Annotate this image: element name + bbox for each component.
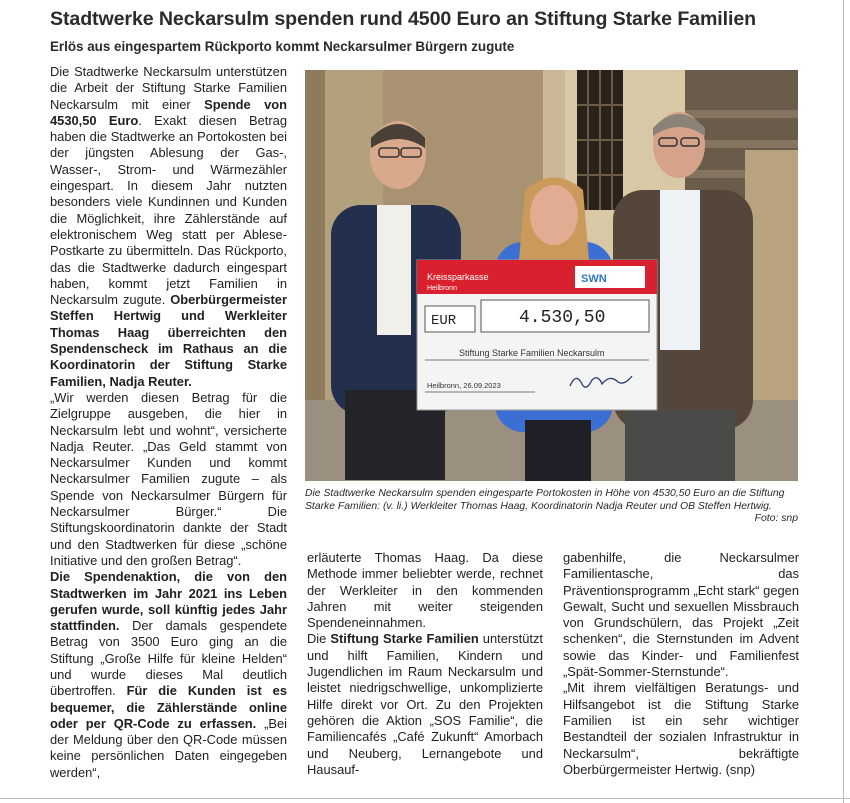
text-run: . Exakt diesen Betrag haben die Stadtwerke an Portokosten bei der jüngsten Ablesung der Gas-, Wasser-, Strom- und Wärmezähler eingespart. In diesem Jahr nutzten besonders viele Kundinnen und Kunden die Möglichkeit, ihre Zählerstände auf elektronischem Weg statt per Ablese-Postkarte zu übermitteln. Das Rückporto, das die Stadtwerke dadurch eingespart haben, kommt jetzt Familien in Neckarsulm zugute. <box>50 112 288 308</box>
paragraph: „Mit ihrem vielfältigen Beratungs- und Hilfsangebot ist die Stiftung Starke Familien ist ein sehr wichtiger Bestandteil der sozialen Infrastruktur in Neckarsulm“, bekräftigte Oberbürgermeister Hertwig. (snp) <box>563 680 799 777</box>
text-run: Der damals gespendete Betrag von 3500 Euro ging an die Stiftung „Große Hilfe für kleine Helden“ und wurde dieses Mal deutlich übertroffen. <box>50 618 287 699</box>
article-headline: Stadtwerke Neckarsulm spenden rund 4500 Euro an Stiftung Starke Familien <box>50 8 757 30</box>
check-amount: 4.530,50 <box>519 308 606 328</box>
paragraph: gabenhilfe, die Neckarsulmer Familientasche, das Präventionsprogramm „Echt stark“ gegen Gewalt, Sucht und sexuellen Missbrauch von Grundschülern, das Projekt „Zeit schenken“, die Sternstunden im Advent sowie das Kinder- und Familienfest „Spät-Sommer-Sternstunde“. <box>563 550 799 680</box>
check-place-date: Heilbronn, 26.09.2023 <box>427 381 501 390</box>
article-column-1 <box>50 64 287 781</box>
check-bank-city: Heilbronn <box>427 285 457 292</box>
check-handover-illustration <box>305 70 798 481</box>
page-border-right <box>843 0 844 803</box>
check-recipient: Stiftung Starke Familien Neckarsulm <box>459 348 605 358</box>
text-run: unterstützt und hilft Familien, Kindern und Jugendlichen im Raum Neckarsulm und leistet niedrigschwellige, unkomplizierte Hilfe direkt vor Ort. Zu den Projekten gehören die Aktion „SOS Familie“, die Familiencafés „Café Zukunft“ Amorbach und Neuberg, Lernangebote und Hausauf- <box>307 631 543 777</box>
photo-credit: Foto: snp <box>754 513 798 524</box>
check-currency: EUR <box>431 313 457 329</box>
check-logo: SWN <box>581 273 607 285</box>
article-column-2 <box>307 550 543 778</box>
article-subheadline: Erlös aus eingespartem Rückporto kommt Neckarsulmer Bürgern zugute <box>50 39 515 54</box>
bold-text-run: Die Spendenaktion, die von den Stadtwerken im Jahr 2021 ins Leben gerufen wurde, soll künftig jedes Jahr stattfinden. <box>50 569 287 634</box>
article-column-3 <box>563 550 799 778</box>
bold-text-run: Stiftung Starke Familien <box>330 631 479 647</box>
paragraph <box>50 64 287 390</box>
text-run: Die <box>307 631 331 647</box>
paragraph <box>50 569 287 781</box>
text-run: Die Stadtwerke Neckarsulm unterstützen die Arbeit der Stiftung Starke Familien Neckarsulm mit einer <box>50 64 287 112</box>
donation-check <box>417 260 657 410</box>
bold-text-run: Oberbürgermeister Steffen Hertwig und Werkleiter Thomas Haag überreichten den Spendenscheck im Rathaus an die Koordinatorin der Stiftung Starke Familien, Nadja Reuter. <box>50 292 287 389</box>
paragraph: „Wir werden diesen Betrag für die Zielgruppe ausgeben, die hier in Neckarsulm lebt und wohnt“, versicherte Nadja Reuter. „Das Geld stammt von Neckarsulmer Kunden und kommt Neckarsulmer Familien zugute – als Spende von Neckarsulmer Bürgern für Neckarsulmer Bürger.“ Die Stiftungskoordinatorin dankte der Stadt und den Stadtwerken für diese „schöne Initiative und den großen Betrag“. <box>50 389 287 568</box>
article-photo <box>305 70 798 481</box>
photo-caption: Die Stadtwerke Neckarsulm spenden eingesparte Portokosten in Höhe von 4530,50 Euro an die Stiftung Starke Familien: (v. li.) Werkleiter Thomas Haag, Koordinatorin Nadja Reuter und OB Steffen Hertwig. <box>305 488 785 512</box>
paragraph <box>307 631 543 778</box>
check-bank-name: Kreissparkasse <box>427 272 489 282</box>
bold-text-run: Spende von 4530,50 Euro <box>50 96 288 128</box>
page-border-bottom <box>0 798 850 799</box>
text-run: „Bei der Meldung über den QR-Code müssen keine persönlichen Daten eingegeben werden“, <box>50 715 287 780</box>
paragraph: erläuterte Thomas Haag. Da diese Methode immer beliebter werde, rechnet der Werkleiter in den kommenden Jahren mit weiter steigenden Spendeneinnahmen. <box>307 550 543 631</box>
bold-text-run: Für die Kunden ist es bequemer, die Zählerstände online oder per QR-Code zu erfassen. <box>50 683 287 731</box>
